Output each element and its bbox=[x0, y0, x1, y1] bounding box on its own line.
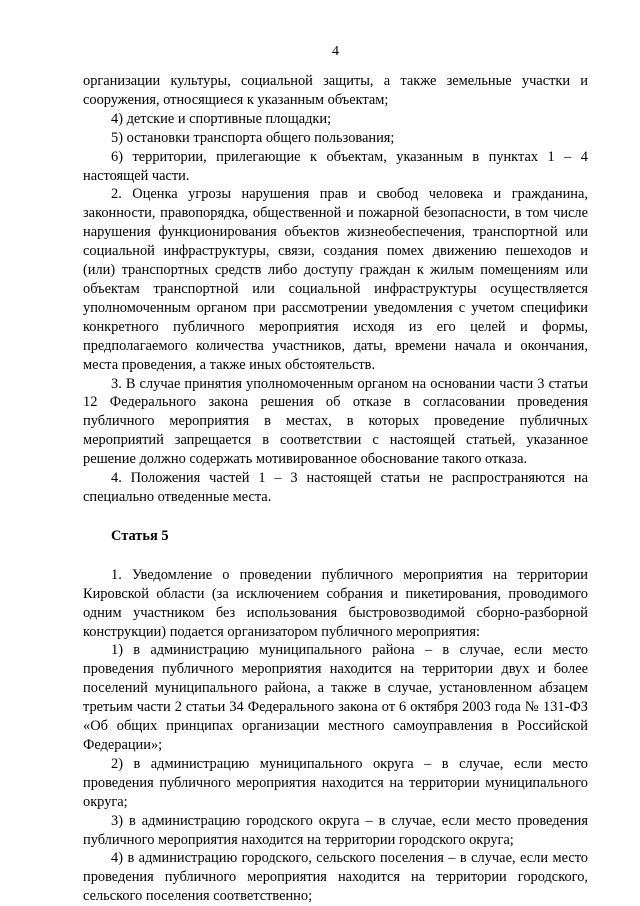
paragraph-article5-item-3: 3) в администрацию городского округа – в случае, если место проведения публичного мероприятия находится на территории городского округа; bbox=[83, 812, 588, 848]
paragraph-item-4: 4) детские и спортивные площадки; bbox=[111, 110, 332, 127]
paragraph-item-5: 5) остановки транспорта общего пользования; bbox=[111, 129, 395, 146]
paragraph-part-4: 4. Положения частей 1 – 3 настоящей статьи не распространяются на специально отведенные места. bbox=[83, 470, 588, 505]
page-number: 4 bbox=[332, 44, 339, 59]
paragraph-part-3: 3. В случае принятия уполномоченным органом на основании части 3 статьи 12 Федерального закона решения об отказе в согласовании проведения публичного мероприятия в местах, в которых проведение публичных мероприятий запрещается в соответствии с настоящей статьей, указанное решение должно содержать мотивированное обоснование такого отказа. bbox=[83, 375, 588, 468]
article-heading: Статья 5 bbox=[111, 527, 169, 544]
paragraph-article5-item-2: 2) в администрацию муниципального округа – в случае, если место проведения публичного мероприятия находится на территории муниципального округа; bbox=[83, 755, 588, 810]
paragraph-article5-part-1: 1. Уведомление о проведении публичного мероприятия на территории Кировской области (за исключением собрания и пикетирования, проводимого одним участником без использования быстровозводимой сборно-разборной конструкции) подается организатором публичного мероприятия: bbox=[83, 566, 588, 640]
paragraph-article5-item-4: 4) в администрацию городского, сельского поселения – в случае, если место проведения публичного мероприятия находится на территории городского, сельского поселения соответственно; bbox=[83, 850, 588, 905]
paragraph-continuation: организации культуры, социальной защиты, а также земельные участки и сооружения, относящиеся к указанным объектам; bbox=[83, 73, 588, 108]
paragraph-part-2: 2. Оценка угрозы нарушения прав и свобод человека и гражданина, законности, правопорядка, общественной и пожарной безопасности, в том числе нарушения функционирования объектов жизнеобеспечения, транспортной или социальной инфраструктуры, связи, создания помех движению пешеходов и (или) транспортных средств либо доступу граждан к жилым помещениям или объектам транспортной или социальной инфраструктуры осуществляется уполномоченным органом при рассмотрении уведомления с учетом специфики конкретного публичного мероприятия исходя из его целей и формы, предполагаемого количества участников, даты, времени начала и окончания, места проведения, а также иных обстоятельств. bbox=[83, 186, 588, 373]
paragraph-article5-item-1: 1) в администрацию муниципального района – в случае, если место проведения публичного мероприятия находится на территории двух и более поселений муниципального района, а также в случае, установленном абзацем третьим части 2 статьи 34 Федерального закона от 6 октября 2003 года № 131-ФЗ «Об общих принципах организации местного самоуправления в Российской Федерации»; bbox=[83, 642, 588, 753]
paragraph-item-6: 6) территории, прилегающие к объектам, указанным в пунктах 1 – 4 настоящей части. bbox=[83, 148, 588, 184]
